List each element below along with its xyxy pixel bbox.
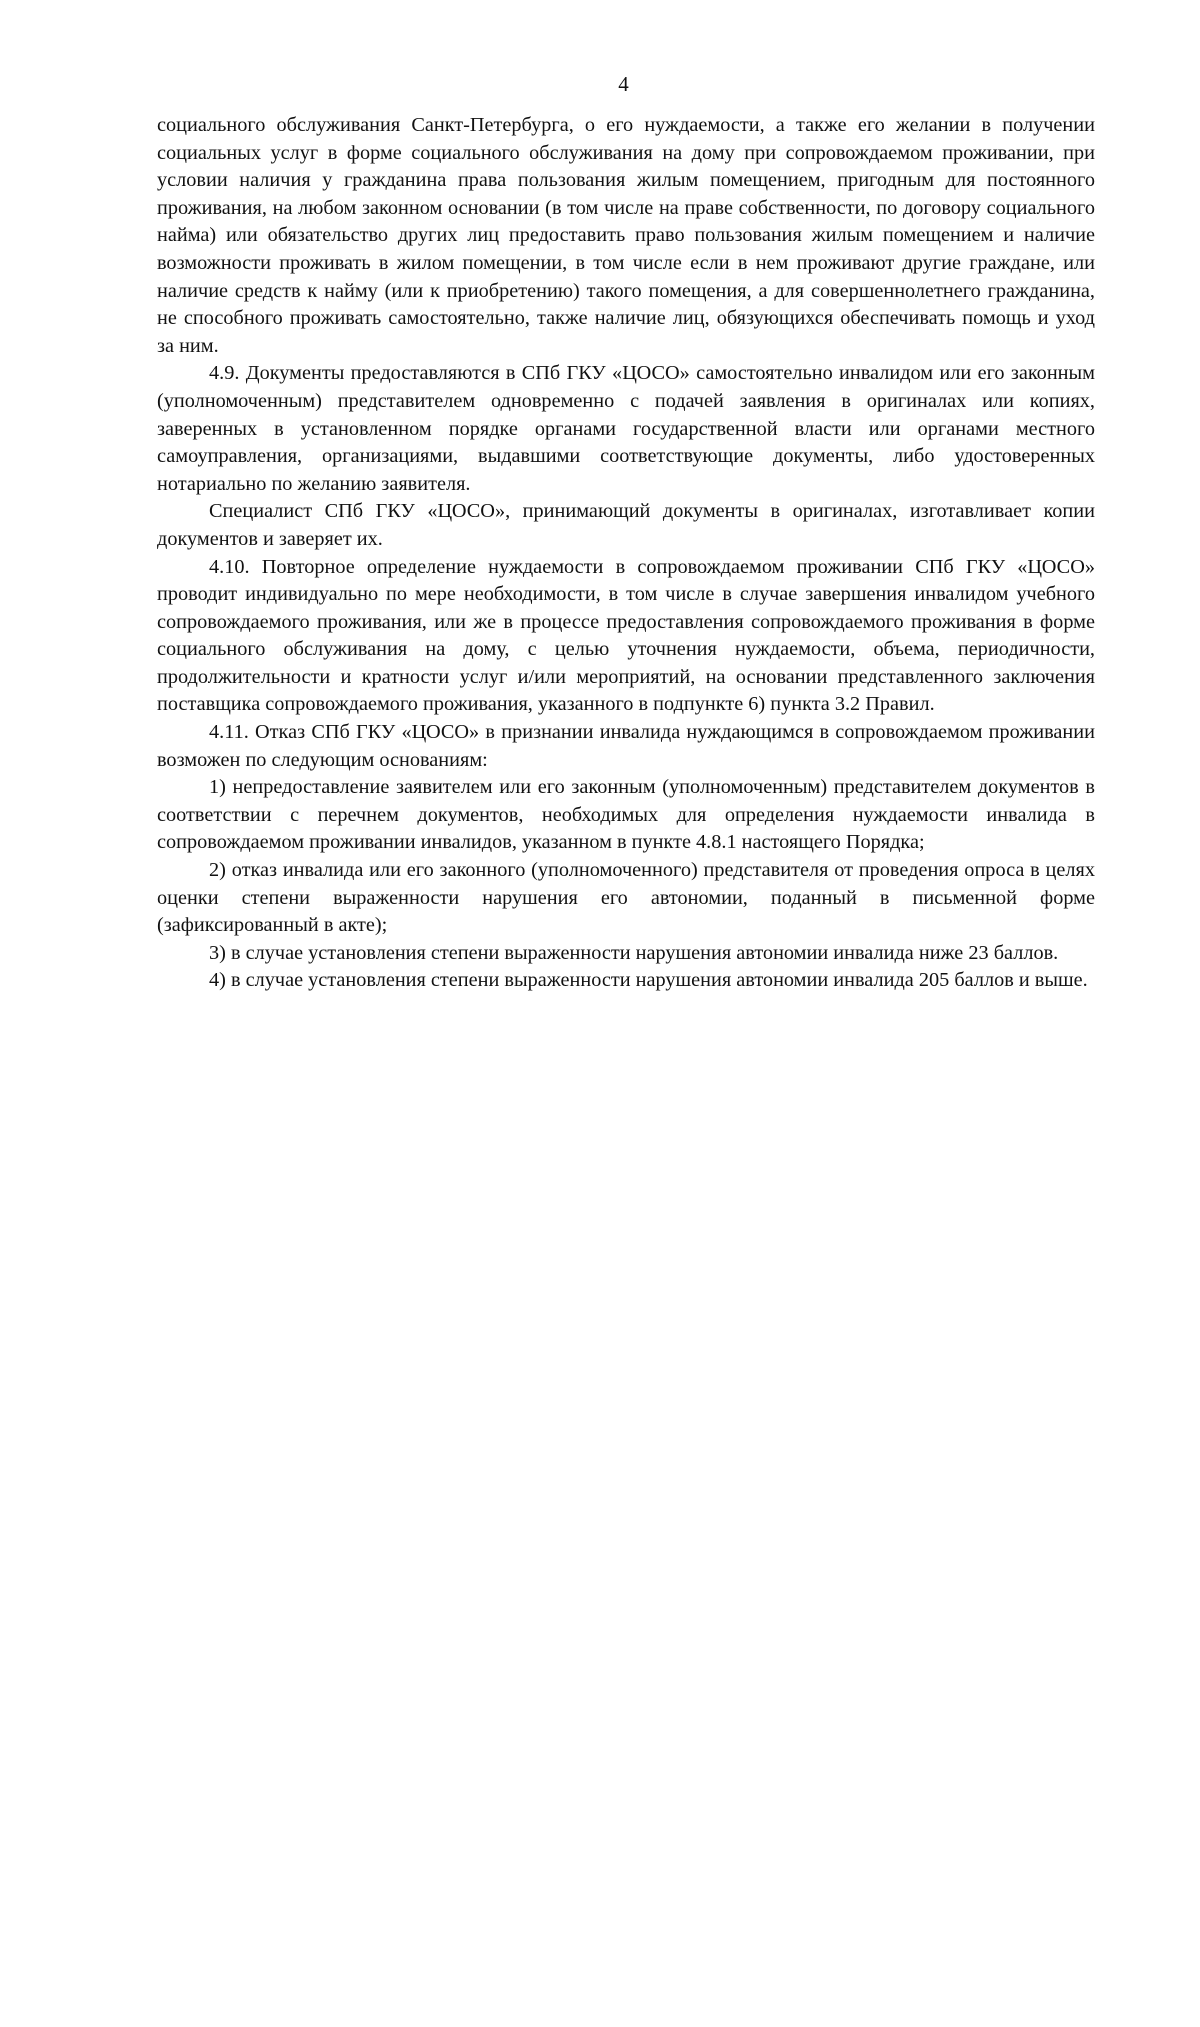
paragraph-continuation: социального обслуживания Санкт-Петербурга, о его нуждаемости, а также его желании в получении социальных услуг в форме социального обслуживания на дому при сопровождаемом проживании, при условии наличия у гражданина права пользования жилым помещением, пригодным для постоянного проживания, на любом законном основании (в том числе на праве собственности, по договору социального найма) или обязательство других лиц предоставить право пользования жилым помещением и наличие возможности проживать в жилом помещении, в том числе если в нем проживают другие граждане, или наличие средств к найму (или к приобретению) такого помещения, а для совершеннолетнего гражданина, не способного проживать самостоятельно, также наличие лиц, обязующихся обеспечивать помощь и уход за ним. <box>157 114 1095 357</box>
page-number: 4 <box>618 72 629 96</box>
list-item-2: 2) отказ инвалида или его законного (уполномоченного) представителя от проведения опроса в целях оценки степени выраженности нарушения его автономии, поданный в письменной форме (зафиксированный в акте); <box>157 859 1095 937</box>
paragraph-4-10: 4.10. Повторное определение нуждаемости в сопровождаемом проживании СПб ГКУ «ЦОСО» проводит индивидуально по мере необходимости, в том числе в случае завершения инвалидом учебного сопровождаемого проживания, или же в процессе предоставления сопровождаемого проживания в форме социального обслуживания на дому, с целью уточнения нуждаемости, объема, периодичности, продолжительности и кратности услуг и/или мероприятий, на основании представленного заключения поставщика сопровождаемого проживания, указанного в подпункте 6) пункта 3.2 Правил. <box>157 555 1095 716</box>
paragraph-4-11: 4.11. Отказ СПб ГКУ «ЦОСО» в признании инвалида нуждающимся в сопровождаемом проживании возможен по следующим основаниям: <box>157 721 1095 771</box>
list-item-3: 3) в случае установления степени выраженности нарушения автономии инвалида ниже 23 баллов. <box>209 941 1059 964</box>
document-body <box>157 112 1095 995</box>
paragraph-specialist: Специалист СПб ГКУ «ЦОСО», принимающий документы в оригиналах, изготавливает копии документов и заверяет их. <box>157 500 1095 550</box>
paragraph-4-9: 4.9. Документы предоставляются в СПб ГКУ «ЦОСО» самостоятельно инвалидом или его законным (уполномоченным) представителем одновременно с подачей заявления в оригиналах или копиях, заверенных в установленном порядке органами государственной власти или органами местного самоуправления, организациями, выдавшими соответствующие документы, либо удостоверенных нотариально по желанию заявителя. <box>157 362 1095 495</box>
list-item-1: 1) непредоставление заявителем или его законным (уполномоченным) представителем документов в соответствии с перечнем документов, необходимых для определения нуждаемости инвалида в сопровождаемом проживании инвалидов, указанном в пункте 4.8.1 настоящего Порядка; <box>157 776 1095 854</box>
list-item-4: 4) в случае установления степени выраженности нарушения автономии инвалида 205 баллов и выше. <box>209 969 1088 992</box>
